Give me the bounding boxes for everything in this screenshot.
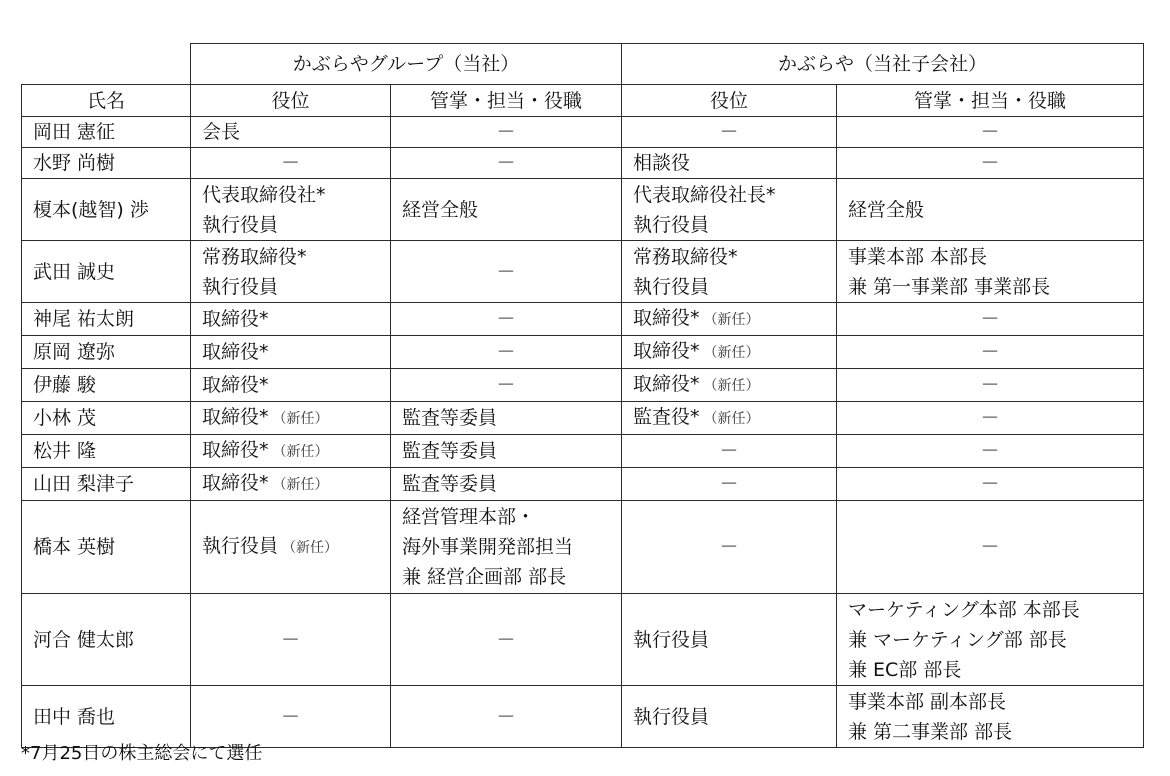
group-position-cell (191, 501, 391, 594)
new-appointee-tag: （新任） (703, 345, 760, 361)
sub-duty-cell (837, 594, 1144, 686)
sub-duty-cell (837, 468, 1144, 501)
cell-line: 会長 (202, 121, 241, 143)
officer-row (22, 336, 1144, 369)
sub-position-cell (622, 686, 837, 748)
officer-name: 田中 喬也 (22, 686, 191, 748)
cell-line: 兼 第二事業部 部長 (848, 720, 1013, 743)
group-position-cell (191, 686, 391, 748)
cell-line: 兼 マーケティング部 部長 (848, 628, 1067, 651)
group-duty-cell (391, 179, 622, 241)
sub-position-cell (622, 468, 837, 501)
sub-duty-cell (837, 369, 1144, 402)
officer-name: 原岡 遼弥 (22, 336, 191, 369)
group-duty-cell (391, 686, 622, 748)
cell-line: 取締役* （新任） (202, 472, 329, 494)
group-position-cell (191, 336, 391, 369)
officer-name: 岡田 憲征 (22, 117, 191, 148)
sub-duty-header: 管掌・担当・役職 (837, 85, 1144, 117)
sub-position-cell (622, 402, 837, 435)
cell-line: － (719, 440, 739, 462)
new-appointee-tag: （新任） (272, 411, 329, 427)
officer-row (22, 468, 1144, 501)
sub-position-cell (622, 336, 837, 369)
officer-name: 榎本(越智) 渉 (22, 179, 191, 241)
cell-line: 事業本部 本部長 (848, 245, 988, 268)
group-position-cell (191, 148, 391, 179)
cell-line: － (719, 473, 739, 495)
group-duty-cell (391, 117, 622, 148)
cell-line: － (280, 152, 300, 174)
cell-line: － (719, 536, 739, 558)
cell-line: － (496, 374, 516, 396)
cell-line: － (496, 260, 516, 283)
cell-line: 常務取締役* (202, 245, 307, 268)
group-duty-cell (391, 594, 622, 686)
officer-row (22, 303, 1144, 336)
cell-line: － (980, 407, 1000, 429)
cell-line: 取締役* (202, 374, 269, 396)
group-header-row (22, 44, 1144, 85)
sub-position-cell (622, 369, 837, 402)
group-duty-cell (391, 336, 622, 369)
group-position-cell (191, 594, 391, 686)
officer-name: 松井 隆 (22, 435, 191, 468)
cell-line: 相談役 (633, 152, 691, 174)
sub-position-cell (622, 179, 837, 241)
new-appointee-tag: （新任） (703, 312, 760, 328)
officer-name: 武田 誠史 (22, 241, 191, 303)
officer-row (22, 117, 1144, 148)
cell-line: 事業本部 副本部長 (848, 690, 1007, 713)
officer-row (22, 435, 1144, 468)
group-duty-cell (391, 402, 622, 435)
cell-line: 経営全般 (848, 198, 925, 221)
officer-row (22, 148, 1144, 179)
corner-cell (22, 44, 191, 85)
officer-name: 橋本 英樹 (22, 501, 191, 594)
cell-line: 取締役* （新任） (202, 439, 329, 461)
group-duty-cell (391, 369, 622, 402)
cell-line: 代表取締役社長* (633, 183, 776, 206)
group-duty-cell (391, 435, 622, 468)
new-appointee-tag: （新任） (272, 444, 329, 460)
new-appointee-tag: （新任） (703, 378, 760, 394)
group-position-cell (191, 241, 391, 303)
footnote: *7月25日の株主総会にて選任 (21, 743, 263, 764)
officer-row (22, 402, 1144, 435)
officer-row (22, 686, 1144, 748)
cell-line: 海外事業開発部担当 (402, 536, 574, 558)
sub-duty-cell (837, 501, 1144, 594)
cell-line: － (980, 341, 1000, 363)
group-duty-cell (391, 148, 622, 179)
sub-position-cell (622, 303, 837, 336)
cell-line: 執行役員 （新任） (202, 535, 339, 557)
cell-line: － (280, 705, 300, 728)
cell-line: 経営管理本部・ (402, 506, 536, 528)
officer-name: 伊藤 駿 (22, 369, 191, 402)
cell-line: 取締役* （新任） (633, 307, 760, 329)
group-position-cell (191, 369, 391, 402)
cell-line: 監査等委員 (402, 407, 498, 429)
cell-line: 兼 経営企画部 部長 (402, 566, 567, 588)
sub-position-cell (622, 148, 837, 179)
cell-line: － (496, 152, 516, 174)
cell-line: － (719, 121, 739, 143)
officers-table-body (22, 44, 1144, 748)
cell-line: － (980, 374, 1000, 396)
cell-line: 執行役員 (202, 275, 279, 298)
sub-duty-cell (837, 402, 1144, 435)
cell-line: 監査役* （新任） (633, 406, 760, 428)
cell-line: 監査等委員 (402, 473, 498, 495)
cell-line: 取締役* (202, 308, 269, 330)
cell-line: マーケティング本部 本部長 (848, 598, 1080, 621)
sub-duty-cell (837, 686, 1144, 748)
officer-name: 水野 尚樹 (22, 148, 191, 179)
cell-line: 兼 第一事業部 事業部長 (848, 275, 1051, 298)
cell-line: 取締役* （新任） (633, 340, 760, 362)
cell-line: － (980, 121, 1000, 143)
cell-line: － (496, 705, 516, 728)
sub-duty-cell (837, 303, 1144, 336)
subsidiary-header: かぶらや（当社子会社） (622, 44, 1144, 85)
new-appointee-tag: （新任） (282, 540, 339, 556)
sub-duty-cell (837, 117, 1144, 148)
officer-name: 小林 茂 (22, 402, 191, 435)
sub-duty-cell (837, 148, 1144, 179)
cell-line: － (980, 473, 1000, 495)
group-company-header: かぶらやグループ（当社） (191, 44, 622, 85)
cell-line: 取締役* (202, 341, 269, 363)
cell-line: 経営全般 (402, 198, 479, 221)
cell-line: － (980, 536, 1000, 558)
officer-row (22, 369, 1144, 402)
cell-line: － (980, 308, 1000, 330)
sub-position-header: 役位 (622, 85, 837, 117)
cell-line: － (980, 152, 1000, 174)
cell-line: － (496, 308, 516, 330)
cell-line: 執行役員 (202, 213, 279, 236)
group-position-cell (191, 435, 391, 468)
cell-line: － (496, 121, 516, 143)
sub-duty-cell (837, 241, 1144, 303)
sub-position-cell (622, 594, 837, 686)
officer-row (22, 594, 1144, 686)
sub-position-cell (622, 435, 837, 468)
cell-line: 兼 EC部 部長 (848, 658, 962, 681)
group-position-cell (191, 303, 391, 336)
group-duty-cell (391, 303, 622, 336)
sub-position-cell (622, 241, 837, 303)
group-position-cell (191, 179, 391, 241)
column-header-row (22, 85, 1144, 117)
name-header: 氏名 (22, 85, 191, 117)
cell-line: 執行役員 (633, 275, 710, 298)
cell-line: － (496, 628, 516, 651)
cell-line: 取締役* （新任） (633, 373, 760, 395)
cell-line: － (280, 628, 300, 651)
officer-row (22, 501, 1144, 594)
sub-position-cell (622, 117, 837, 148)
cell-line: 執行役員 (633, 628, 710, 651)
cell-line: 執行役員 (633, 705, 710, 728)
officer-row (22, 241, 1144, 303)
officer-name: 神尾 祐太朗 (22, 303, 191, 336)
cell-line: 常務取締役* (633, 245, 738, 268)
group-duty-cell (391, 241, 622, 303)
cell-line: 執行役員 (633, 213, 710, 236)
group-duty-header: 管掌・担当・役職 (391, 85, 622, 117)
group-duty-cell (391, 501, 622, 594)
cell-line: 監査等委員 (402, 440, 498, 462)
new-appointee-tag: （新任） (272, 477, 329, 493)
group-position-header: 役位 (191, 85, 391, 117)
sub-duty-cell (837, 179, 1144, 241)
cell-line: 取締役* （新任） (202, 406, 329, 428)
cell-line: － (496, 341, 516, 363)
officers-table (21, 43, 1144, 748)
officer-row (22, 179, 1144, 241)
officer-name: 山田 梨津子 (22, 468, 191, 501)
sub-position-cell (622, 501, 837, 594)
group-position-cell (191, 468, 391, 501)
cell-line: － (980, 440, 1000, 462)
new-appointee-tag: （新任） (703, 411, 760, 427)
sub-duty-cell (837, 336, 1144, 369)
sub-duty-cell (837, 435, 1144, 468)
group-position-cell (191, 117, 391, 148)
group-position-cell (191, 402, 391, 435)
cell-line: 代表取締役社* (202, 183, 326, 206)
officer-name: 河合 健太郎 (22, 594, 191, 686)
group-duty-cell (391, 468, 622, 501)
